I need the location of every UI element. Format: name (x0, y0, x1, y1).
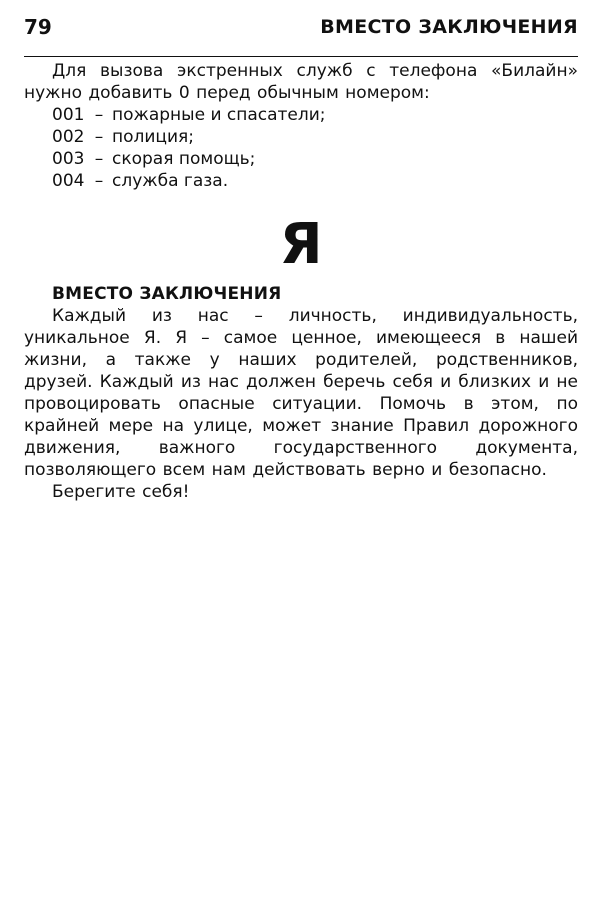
emergency-numbers-list (52, 104, 326, 192)
book-page (24, 0, 578, 911)
closing-line (24, 481, 578, 503)
service-code: 003 (52, 149, 85, 169)
emergency-intro-paragraph: Для вызова экстренных служб с телефона «Билайн» нужно добавить 0 перед обычным номером: (24, 61, 578, 103)
section-heading: ВМЕСТО ЗАКЛЮЧЕНИЯ (52, 284, 282, 304)
list-item (52, 126, 326, 148)
service-name: пожарные и спасатели; (112, 105, 326, 125)
service-name: полиция; (112, 127, 195, 147)
emergency-intro (24, 60, 578, 104)
dash: – (94, 127, 104, 147)
service-name: служба газа. (112, 171, 229, 191)
page-number: 79 (24, 15, 52, 39)
service-code: 004 (52, 171, 85, 191)
closing-paragraph: Берегите себя! (52, 482, 190, 502)
list-item (52, 104, 326, 126)
dash: – (94, 171, 104, 191)
running-header (24, 14, 578, 42)
service-name: скорая помощь; (112, 149, 256, 169)
header-divider (24, 56, 578, 57)
list-item (52, 148, 326, 170)
conclusion-body (24, 305, 578, 481)
list-item (52, 170, 326, 192)
service-code: 001 (52, 105, 85, 125)
conclusion-paragraph: Каждый из нас – личность, индивидуальность, уникальное Я. Я – самое ценное, имеющееся в нашей жизни, а также у наших родителей, родственников, друзей. Каждый из нас должен беречь себя и близких и не провоцировать опасные ситуации. Помочь в этом, по крайней мере на улице, может знание Правил дорожного движения, важного государственного документа, позволяющего всем нам действовать верно и безопасно. (24, 306, 578, 480)
section-letter: Я (279, 212, 323, 277)
running-title: ВМЕСТО ЗАКЛЮЧЕНИЯ (320, 16, 578, 38)
dash: – (94, 105, 104, 125)
dash: – (94, 149, 104, 169)
service-code: 002 (52, 127, 85, 147)
